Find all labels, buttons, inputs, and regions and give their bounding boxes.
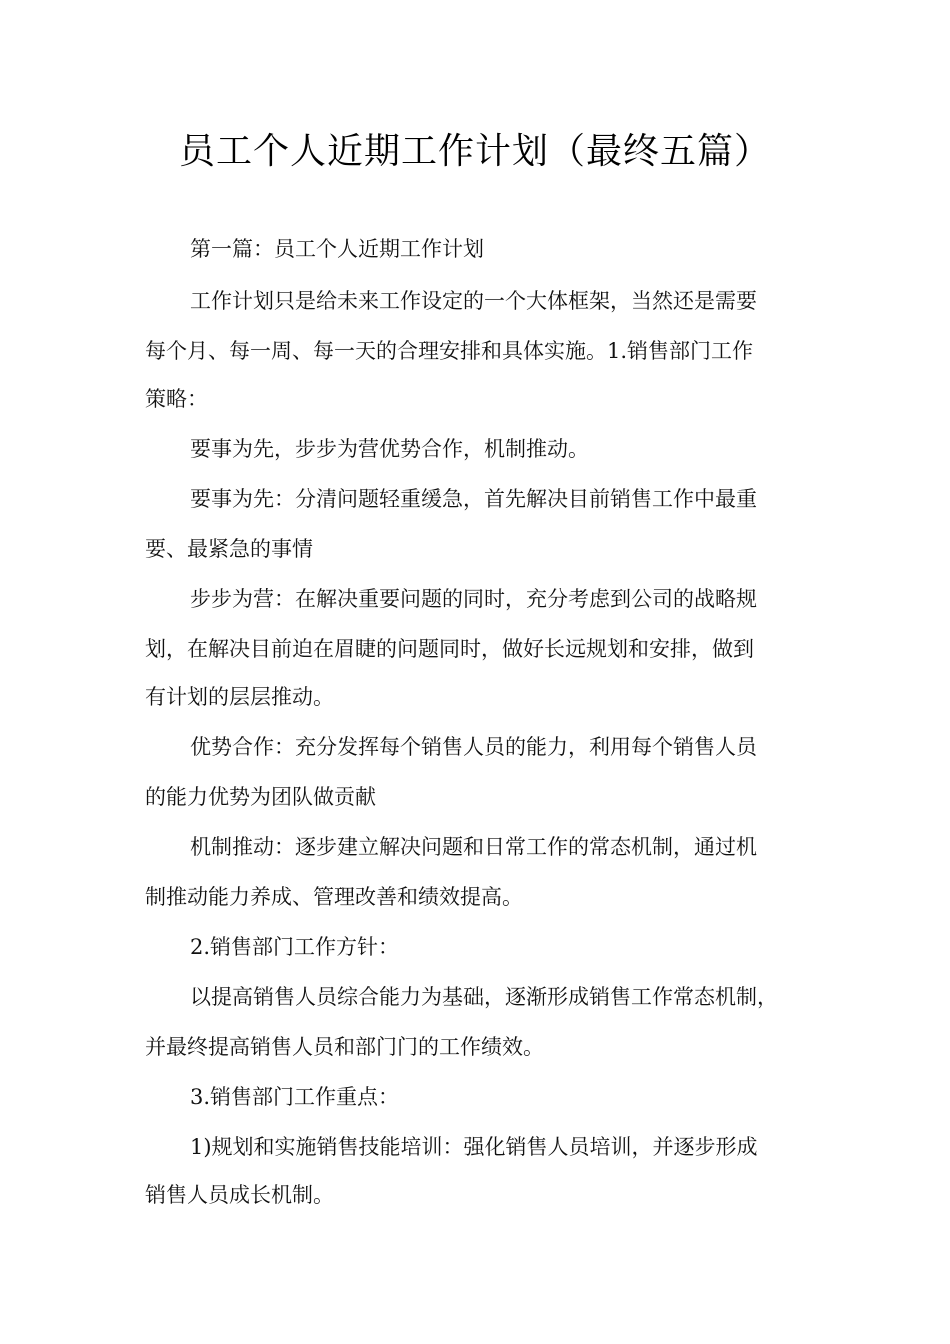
paragraph-line: 的能力优势为团队做贡献 bbox=[145, 785, 376, 809]
paragraph-line: 划，在解决目前迫在眉睫的问题同时，做好长远规划和安排，做到 bbox=[145, 637, 754, 661]
paragraph-line: 优势合作：充分发挥每个销售人员的能力，利用每个销售人员 bbox=[190, 735, 757, 759]
paragraph-line: 每个月、每一周、每一天的合理安排和具体实施。1.销售部门工作 bbox=[145, 339, 754, 363]
paragraph-line: 1)规划和实施销售技能培训：强化销售人员培训，并逐步形成 bbox=[190, 1135, 758, 1159]
document-title: 员工个人近期工作计划（最终五篇） bbox=[178, 131, 771, 172]
paragraph-line: 以提高销售人员综合能力为基础，逐渐形成销售工作常态机制， bbox=[190, 985, 778, 1009]
paragraph-line: 销售人员成长机制。 bbox=[145, 1183, 334, 1207]
paragraph-line: 3.销售部门工作重点： bbox=[190, 1085, 400, 1109]
paragraph-line: 要事为先：分清问题轻重缓急，首先解决目前销售工作中最重 bbox=[190, 487, 757, 511]
paragraph-line: 要、最紧急的事情 bbox=[145, 537, 313, 561]
paragraph-line: 策略： bbox=[145, 387, 208, 411]
paragraph-line: 有计划的层层推动。 bbox=[145, 685, 334, 709]
paragraph-line: 第一篇：员工个人近期工作计划 bbox=[190, 237, 484, 261]
paragraph-line: 步步为营：在解决重要问题的同时，充分考虑到公司的战略规 bbox=[190, 587, 757, 611]
paragraph-line: 要事为先，步步为营优势合作，机制推动。 bbox=[190, 437, 589, 461]
paragraph-line: 2.销售部门工作方针： bbox=[190, 935, 400, 959]
paragraph-line: 工作计划只是给未来工作设定的一个大体框架，当然还是需要 bbox=[190, 289, 757, 313]
paragraph-line: 制推动能力养成、管理改善和绩效提高。 bbox=[145, 885, 523, 909]
paragraph-line: 并最终提高销售人员和部门门的工作绩效。 bbox=[145, 1035, 544, 1059]
paragraph-line: 机制推动：逐步建立解决问题和日常工作的常态机制，通过机 bbox=[190, 835, 757, 859]
